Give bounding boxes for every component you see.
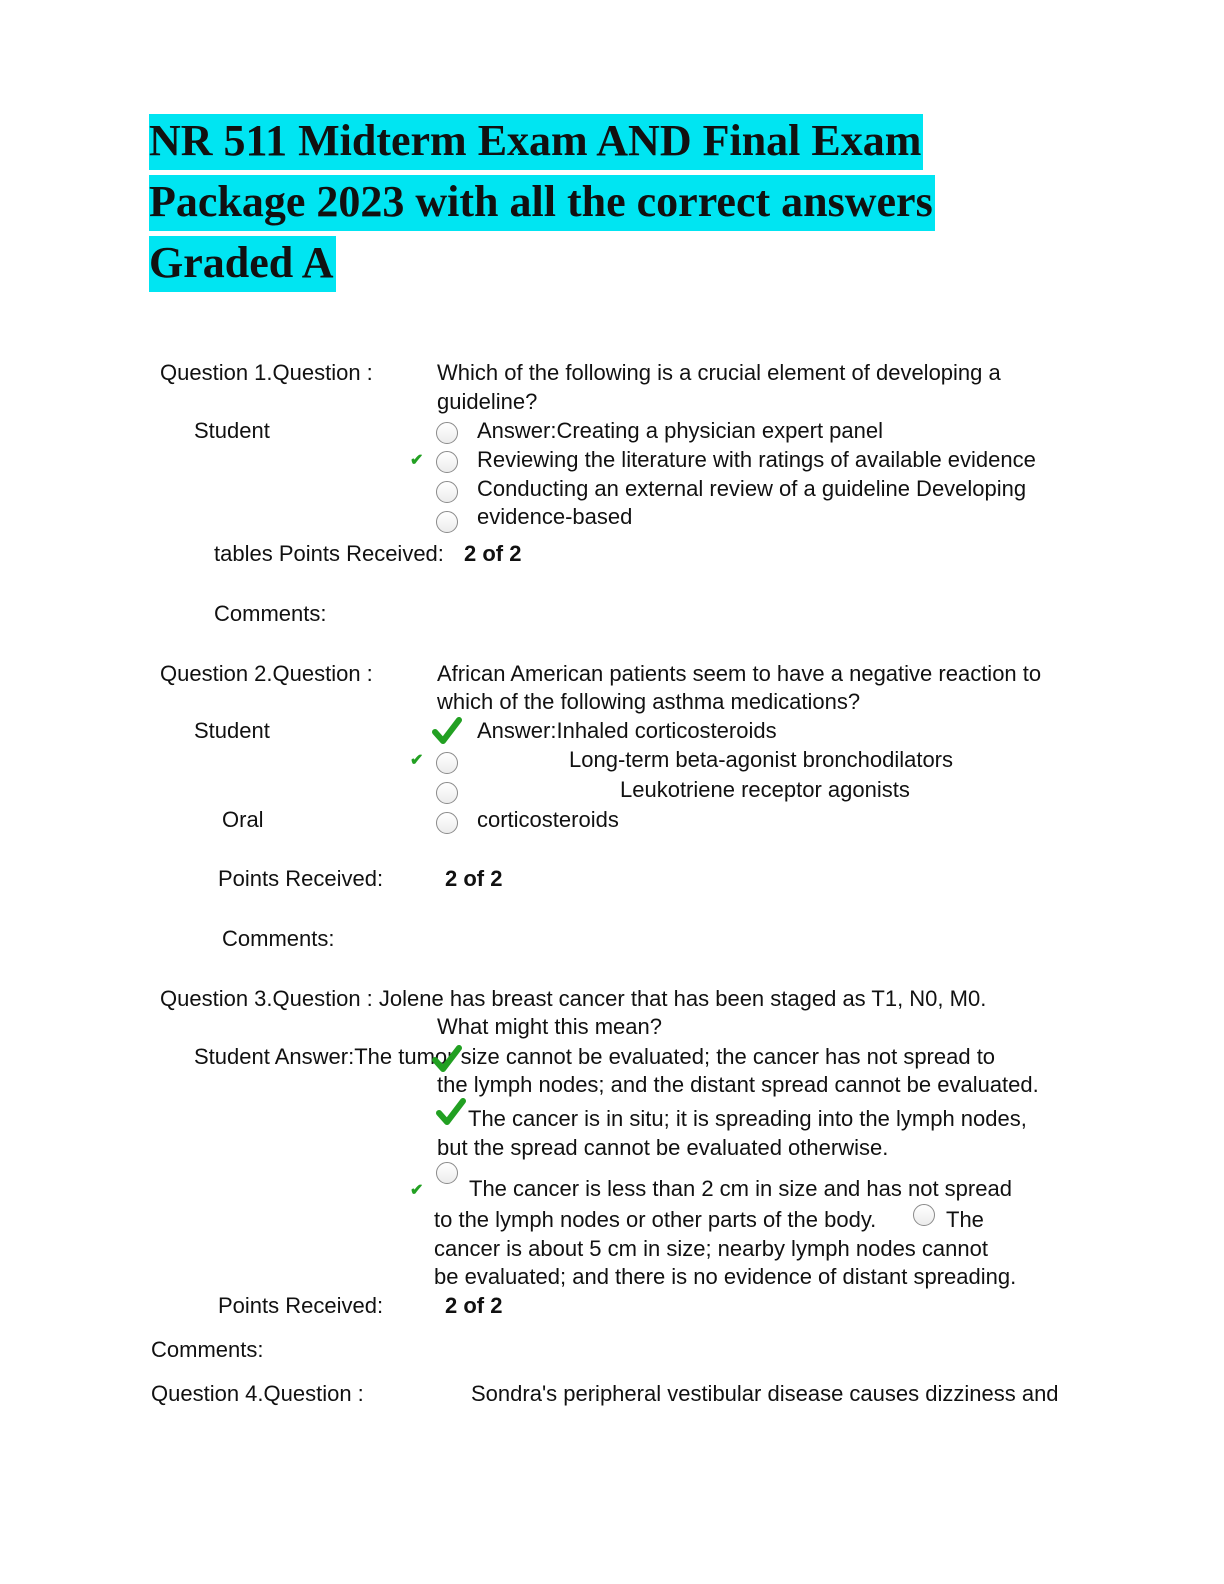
q1-points-value: 2 of 2 bbox=[464, 541, 522, 566]
correct-check-icon: ✔ bbox=[410, 752, 424, 769]
q1-text-line2: guideline? bbox=[437, 389, 538, 414]
q4-label: Question 4.Question : bbox=[151, 1381, 364, 1406]
q1-points-label: tables Points Received: bbox=[214, 541, 444, 566]
q3-comments: Comments: bbox=[151, 1337, 264, 1362]
q1-option3-text: Conducting an external review of a guideline Developing bbox=[477, 476, 1027, 501]
q3-answer-line2: the lymph nodes; and the distant spread cannot be evaluated. bbox=[437, 1072, 1039, 1097]
correct-check-icon: ✔ bbox=[410, 1182, 424, 1199]
q2-label: Question 2.Question : bbox=[160, 661, 373, 686]
q1-option2-radio[interactable] bbox=[436, 451, 458, 473]
q3-points-label: Points Received: bbox=[218, 1293, 384, 1318]
q3-student-answer-line1: Student Answer:The tumor size cannot be evaluated; the cancer has not spread to bbox=[194, 1044, 996, 1069]
q2-option3-text: Leukotriene receptor agonists bbox=[620, 777, 910, 802]
selected-check-icon bbox=[432, 717, 462, 745]
q3-answer-line4: but the spread cannot be evaluated otherwise. bbox=[437, 1135, 889, 1160]
q1-option1-text: Answer:Creating a physician expert panel bbox=[477, 418, 884, 443]
q2-student-label: Student bbox=[194, 718, 270, 743]
q1-option4-radio[interactable] bbox=[436, 511, 458, 533]
q3-option3-radio[interactable] bbox=[436, 1162, 458, 1184]
q3-answer-line3: The cancer is in situ; it is spreading into the lymph nodes, bbox=[468, 1106, 1027, 1131]
title-line-2: Package 2023 with all the correct answers bbox=[149, 175, 935, 231]
q1-option2-text: Reviewing the literature with ratings of available evidence bbox=[477, 447, 1036, 472]
q2-text-line2: which of the following asthma medications? bbox=[437, 689, 861, 714]
q1-option1-radio[interactable] bbox=[436, 422, 458, 444]
q3-answer-line8: be evaluated; and there is no evidence of distant spreading. bbox=[434, 1264, 1017, 1289]
q3-answer-line5: The cancer is less than 2 cm in size and has not spread bbox=[469, 1176, 1012, 1201]
q2-points-label: Points Received: bbox=[218, 866, 384, 891]
q3-answer-line7: cancer is about 5 cm in size; nearby lymph nodes cannot bbox=[434, 1236, 988, 1261]
q2-option4-radio[interactable] bbox=[436, 812, 458, 834]
q3-text-line2: What might this mean? bbox=[437, 1014, 662, 1039]
title-line-1: NR 511 Midterm Exam AND Final Exam bbox=[149, 114, 923, 170]
q1-option4-text: evidence-based bbox=[477, 504, 633, 529]
q1-option3-radio[interactable] bbox=[436, 481, 458, 503]
q3-points-value: 2 of 2 bbox=[445, 1293, 503, 1318]
q2-option1-text: Answer:Inhaled corticosteroids bbox=[477, 718, 777, 743]
q2-points-value: 2 of 2 bbox=[445, 866, 503, 891]
q2-option2-text: Long-term beta-agonist bronchodilators bbox=[569, 747, 954, 772]
q3-label-and-text: Question 3.Question : Jolene has breast cancer that has been staged as T1, N0, M0. bbox=[160, 986, 987, 1011]
q3-answer-line6a: to the lymph nodes or other parts of the body. bbox=[434, 1207, 877, 1232]
q2-option4-text: corticosteroids bbox=[477, 807, 619, 832]
q1-student-label: Student bbox=[194, 418, 270, 443]
q1-comments: Comments: bbox=[214, 601, 327, 626]
q4-text-line1: Sondra's peripheral vestibular disease causes dizziness and bbox=[471, 1381, 1059, 1406]
q3-option4-radio[interactable] bbox=[913, 1204, 935, 1226]
q1-text-line1: Which of the following is a crucial element of developing a bbox=[437, 360, 1001, 385]
q3-answer-line6b: The bbox=[946, 1207, 984, 1232]
selected-check-icon bbox=[436, 1098, 466, 1126]
q2-option2-radio[interactable] bbox=[436, 752, 458, 774]
q2-oral-label: Oral bbox=[222, 807, 264, 832]
q2-option3-radio[interactable] bbox=[436, 782, 458, 804]
correct-check-icon: ✔ bbox=[410, 452, 424, 469]
title-line-3: Graded A bbox=[149, 236, 336, 292]
q2-comments: Comments: bbox=[222, 926, 335, 951]
page-title bbox=[149, 112, 935, 295]
q1-label: Question 1.Question : bbox=[160, 360, 373, 385]
selected-check-icon bbox=[432, 1045, 462, 1073]
q2-text-line1: African American patients seem to have a negative reaction to bbox=[437, 661, 1042, 686]
